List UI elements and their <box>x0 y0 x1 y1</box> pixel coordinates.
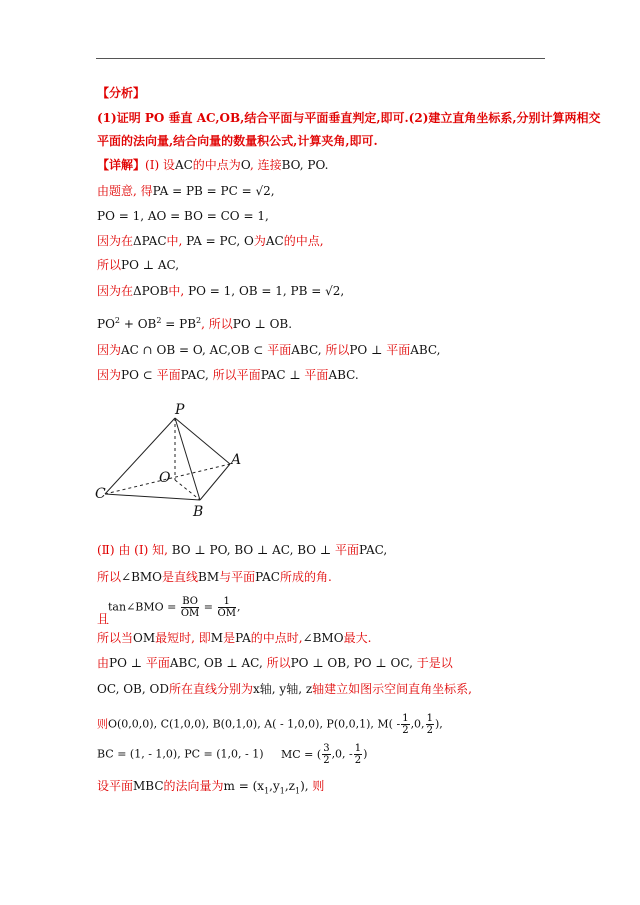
max-ang: ∠BMO <box>302 631 344 645</box>
axes-text-3: 轴, <box>286 682 306 696</box>
subset-pac: PAC, <box>180 368 209 382</box>
coords-eq: O(0,0,0), C(1,0,0), B(0,1,0), A( - 1,0,0), P(0,0,1), <box>108 717 374 731</box>
pob-eq: PO = 1, OB = 1, PB = √2, <box>188 284 345 298</box>
axes-y: y <box>279 682 287 696</box>
angle-text-4: 所成的角. <box>279 570 332 584</box>
detail-text: (Ⅰ) 设 <box>145 158 175 172</box>
detail-ac: AC <box>174 158 193 172</box>
perp-text-1: 由 <box>97 656 110 670</box>
pyth-eq: $PO^2 + OB^2 = PB^2$ <box>97 316 202 331</box>
edge-pa <box>175 418 230 464</box>
perp-eq2: PO ⊥ OB, PO ⊥ OC, <box>290 656 413 670</box>
label-o: O <box>159 470 171 486</box>
normal-eq: $m = (x_1,y_1,z_1)$, <box>223 779 309 796</box>
normal-text-2: 的法向量为 <box>163 779 224 793</box>
part2-eq: BO ⊥ PO, BO ⊥ AC, BO ⊥ <box>171 543 335 557</box>
axes-text-4: 轴建立如图示空间直角坐标系, <box>312 682 472 696</box>
analysis-line-1: (1)证明 PO 垂直 AC,OB,结合平面与平面垂直判定,即可.(2)建立直角坐标系,分别计算两相交 <box>97 111 601 125</box>
given-line <box>97 184 275 198</box>
pac-eq: PA = PC, <box>186 234 241 248</box>
perp1-line <box>97 258 179 272</box>
subset-text-1: 因为 <box>97 368 122 382</box>
given-text: 由题意, 得 <box>97 184 153 198</box>
intersect-text-1: 因为 <box>97 343 122 357</box>
intersect-line <box>97 343 440 357</box>
intersect-abc-2: ABC, <box>410 343 441 357</box>
angle-text-1: 所以 <box>97 570 122 584</box>
angle-bmo: ∠BMO <box>121 570 163 584</box>
label-a: A <box>231 452 242 468</box>
axes-eq: OC, OB, OD <box>97 682 169 696</box>
pac-text-4: 为 <box>253 234 266 248</box>
max-m: M <box>210 631 224 645</box>
max-text-2: 最短时, 即 <box>155 631 211 645</box>
coords-m2: ,0, <box>410 717 425 731</box>
given-eq: PA = PB = PC = √2, <box>152 184 275 198</box>
perp1-text: 所以 <box>97 258 122 272</box>
vec-mc-mid: ,0, - <box>331 747 353 761</box>
header-rule <box>96 58 545 59</box>
axes-z: z <box>305 682 313 696</box>
frac-half-1: $\frac{1}{2}$ <box>402 713 409 736</box>
subset-plane-2: 平面 <box>304 368 329 382</box>
part2-line <box>97 543 387 557</box>
angle-pac: PAC <box>255 570 280 584</box>
coords-m: M( - <box>377 717 401 731</box>
subset-line <box>97 368 359 382</box>
label-b: B <box>193 504 204 520</box>
subset-plane: 平面 <box>156 368 181 382</box>
pac-line <box>97 234 324 248</box>
edge-pb <box>175 418 200 500</box>
tan-eq: tan∠BMO = $\frac{BO}{OM}$ = $\frac{1}{OM}$ , <box>108 596 241 619</box>
vec-bc-pc: BC = (1, - 1,0), PC = (1,0, - 1) <box>97 747 264 761</box>
frac-bo-om: $\frac{BO}{OM}$ <box>180 596 200 619</box>
subset-pac-2: PAC ⊥ <box>260 368 305 382</box>
max-text-4: 的中点时, <box>250 631 303 645</box>
max-text-1: 所以当 <box>97 631 134 645</box>
analysis-line-2: 平面的法向量,结合向量的数量积公式,计算夹角,即可. <box>97 134 378 148</box>
detail-link: , 连接 <box>249 158 282 172</box>
intersect-plane: 平面 <box>267 343 292 357</box>
perp-line <box>97 656 453 670</box>
vec-mc-end: ) <box>363 747 368 761</box>
subset-text-3: 所以平面 <box>208 368 261 382</box>
detail-bo-po: BO, PO. <box>281 158 329 172</box>
normal-text-3: 则 <box>308 779 325 793</box>
angle-bm: BM <box>198 570 220 584</box>
intersect-plane-2: 平面 <box>386 343 411 357</box>
edge-ba <box>200 464 230 500</box>
edge-ob <box>175 480 200 500</box>
pob-line <box>97 284 344 298</box>
axes-text-1: 所在直线分别为 <box>168 682 253 696</box>
analysis-tag: 【分析】 <box>97 86 146 100</box>
pac-ac: AC <box>265 234 284 248</box>
perp-text-4: 于是以 <box>412 656 453 670</box>
intersect-eq: AC ∩ OB = O, AC,OB ⊂ <box>121 343 268 357</box>
perp-text-3: 所以 <box>262 656 291 670</box>
detail-tag: 【详解】 <box>97 158 146 172</box>
angle-text-3: 与平面 <box>219 570 256 584</box>
label-p: P <box>175 402 185 418</box>
edge-cb <box>105 494 200 500</box>
part2-text: (Ⅱ) 由 (Ⅰ) 知, <box>97 543 168 557</box>
label-c: C <box>95 486 106 502</box>
intersect-text-3: 所以 <box>321 343 350 357</box>
normal-text-1: 设平面 <box>97 779 134 793</box>
normal-mbc: MBC <box>133 779 164 793</box>
pac-tri: ΔPAC <box>133 234 167 248</box>
coords-m3: ), <box>434 717 443 731</box>
perp-abc: ABC, OB ⊥ AC, <box>169 656 263 670</box>
frac-half-2: $\frac{1}{2}$ <box>426 713 433 736</box>
pyth-text: , 所以 <box>201 317 233 331</box>
axes-x: x <box>252 682 260 696</box>
coords-line <box>97 713 443 736</box>
axes-text-2: 轴, <box>259 682 280 696</box>
pac-text-2: 中, <box>166 234 183 248</box>
pyth-result: PO ⊥ OB. <box>232 317 293 331</box>
detail-line <box>97 158 328 172</box>
part2-plane: 平面 <box>334 543 359 557</box>
perp-plane: 平面 <box>145 656 170 670</box>
angle-line <box>97 570 332 584</box>
pac-text-1: 因为在 <box>97 234 134 248</box>
max-line <box>97 631 371 645</box>
perp1-eq: PO ⊥ AC, <box>121 258 180 272</box>
pac-o: O <box>243 234 254 248</box>
axes-line <box>97 682 472 696</box>
max-om: OM <box>133 631 156 645</box>
detail-mid: 的中点为 <box>192 158 241 172</box>
pyth-line <box>97 314 292 331</box>
pac-text-6: 的中点, <box>283 234 324 248</box>
perp-eq1: PO ⊥ <box>109 656 146 670</box>
pob-text-1: 因为在 <box>97 284 134 298</box>
detail-o: O <box>240 158 250 172</box>
max-text-3: 是 <box>223 631 236 645</box>
pyramid-figure <box>95 400 265 525</box>
max-text-5: 最大. <box>343 631 372 645</box>
intersect-po: PO ⊥ <box>349 343 387 357</box>
normal-line <box>97 779 324 798</box>
pob-text-2: 中, <box>168 284 185 298</box>
subset-abc: ABC. <box>328 368 359 382</box>
vectors-line <box>97 743 367 766</box>
pob-tri: ΔPOB <box>133 284 169 298</box>
frac-1-om: $\frac{1}{OM}$ <box>217 596 236 619</box>
frac-one-half: $\frac{1}{2}$ <box>354 743 362 766</box>
tan-and: 且 <box>97 612 110 626</box>
tan-lhs: tan∠BMO = <box>108 600 177 614</box>
po-line: PO = 1, AO = BO = CO = 1, <box>97 209 269 223</box>
part2-pac: PAC, <box>359 543 388 557</box>
vec-mc: MC = ( <box>281 747 322 761</box>
subset-eq: PO ⊂ <box>121 368 157 382</box>
angle-text-2: 是直线 <box>162 570 199 584</box>
frac-three-half: $\frac{3}{2}$ <box>323 743 330 766</box>
coords-then: 则 <box>97 717 108 731</box>
max-pa: PA <box>235 631 251 645</box>
intersect-abc: ABC, <box>291 343 322 357</box>
